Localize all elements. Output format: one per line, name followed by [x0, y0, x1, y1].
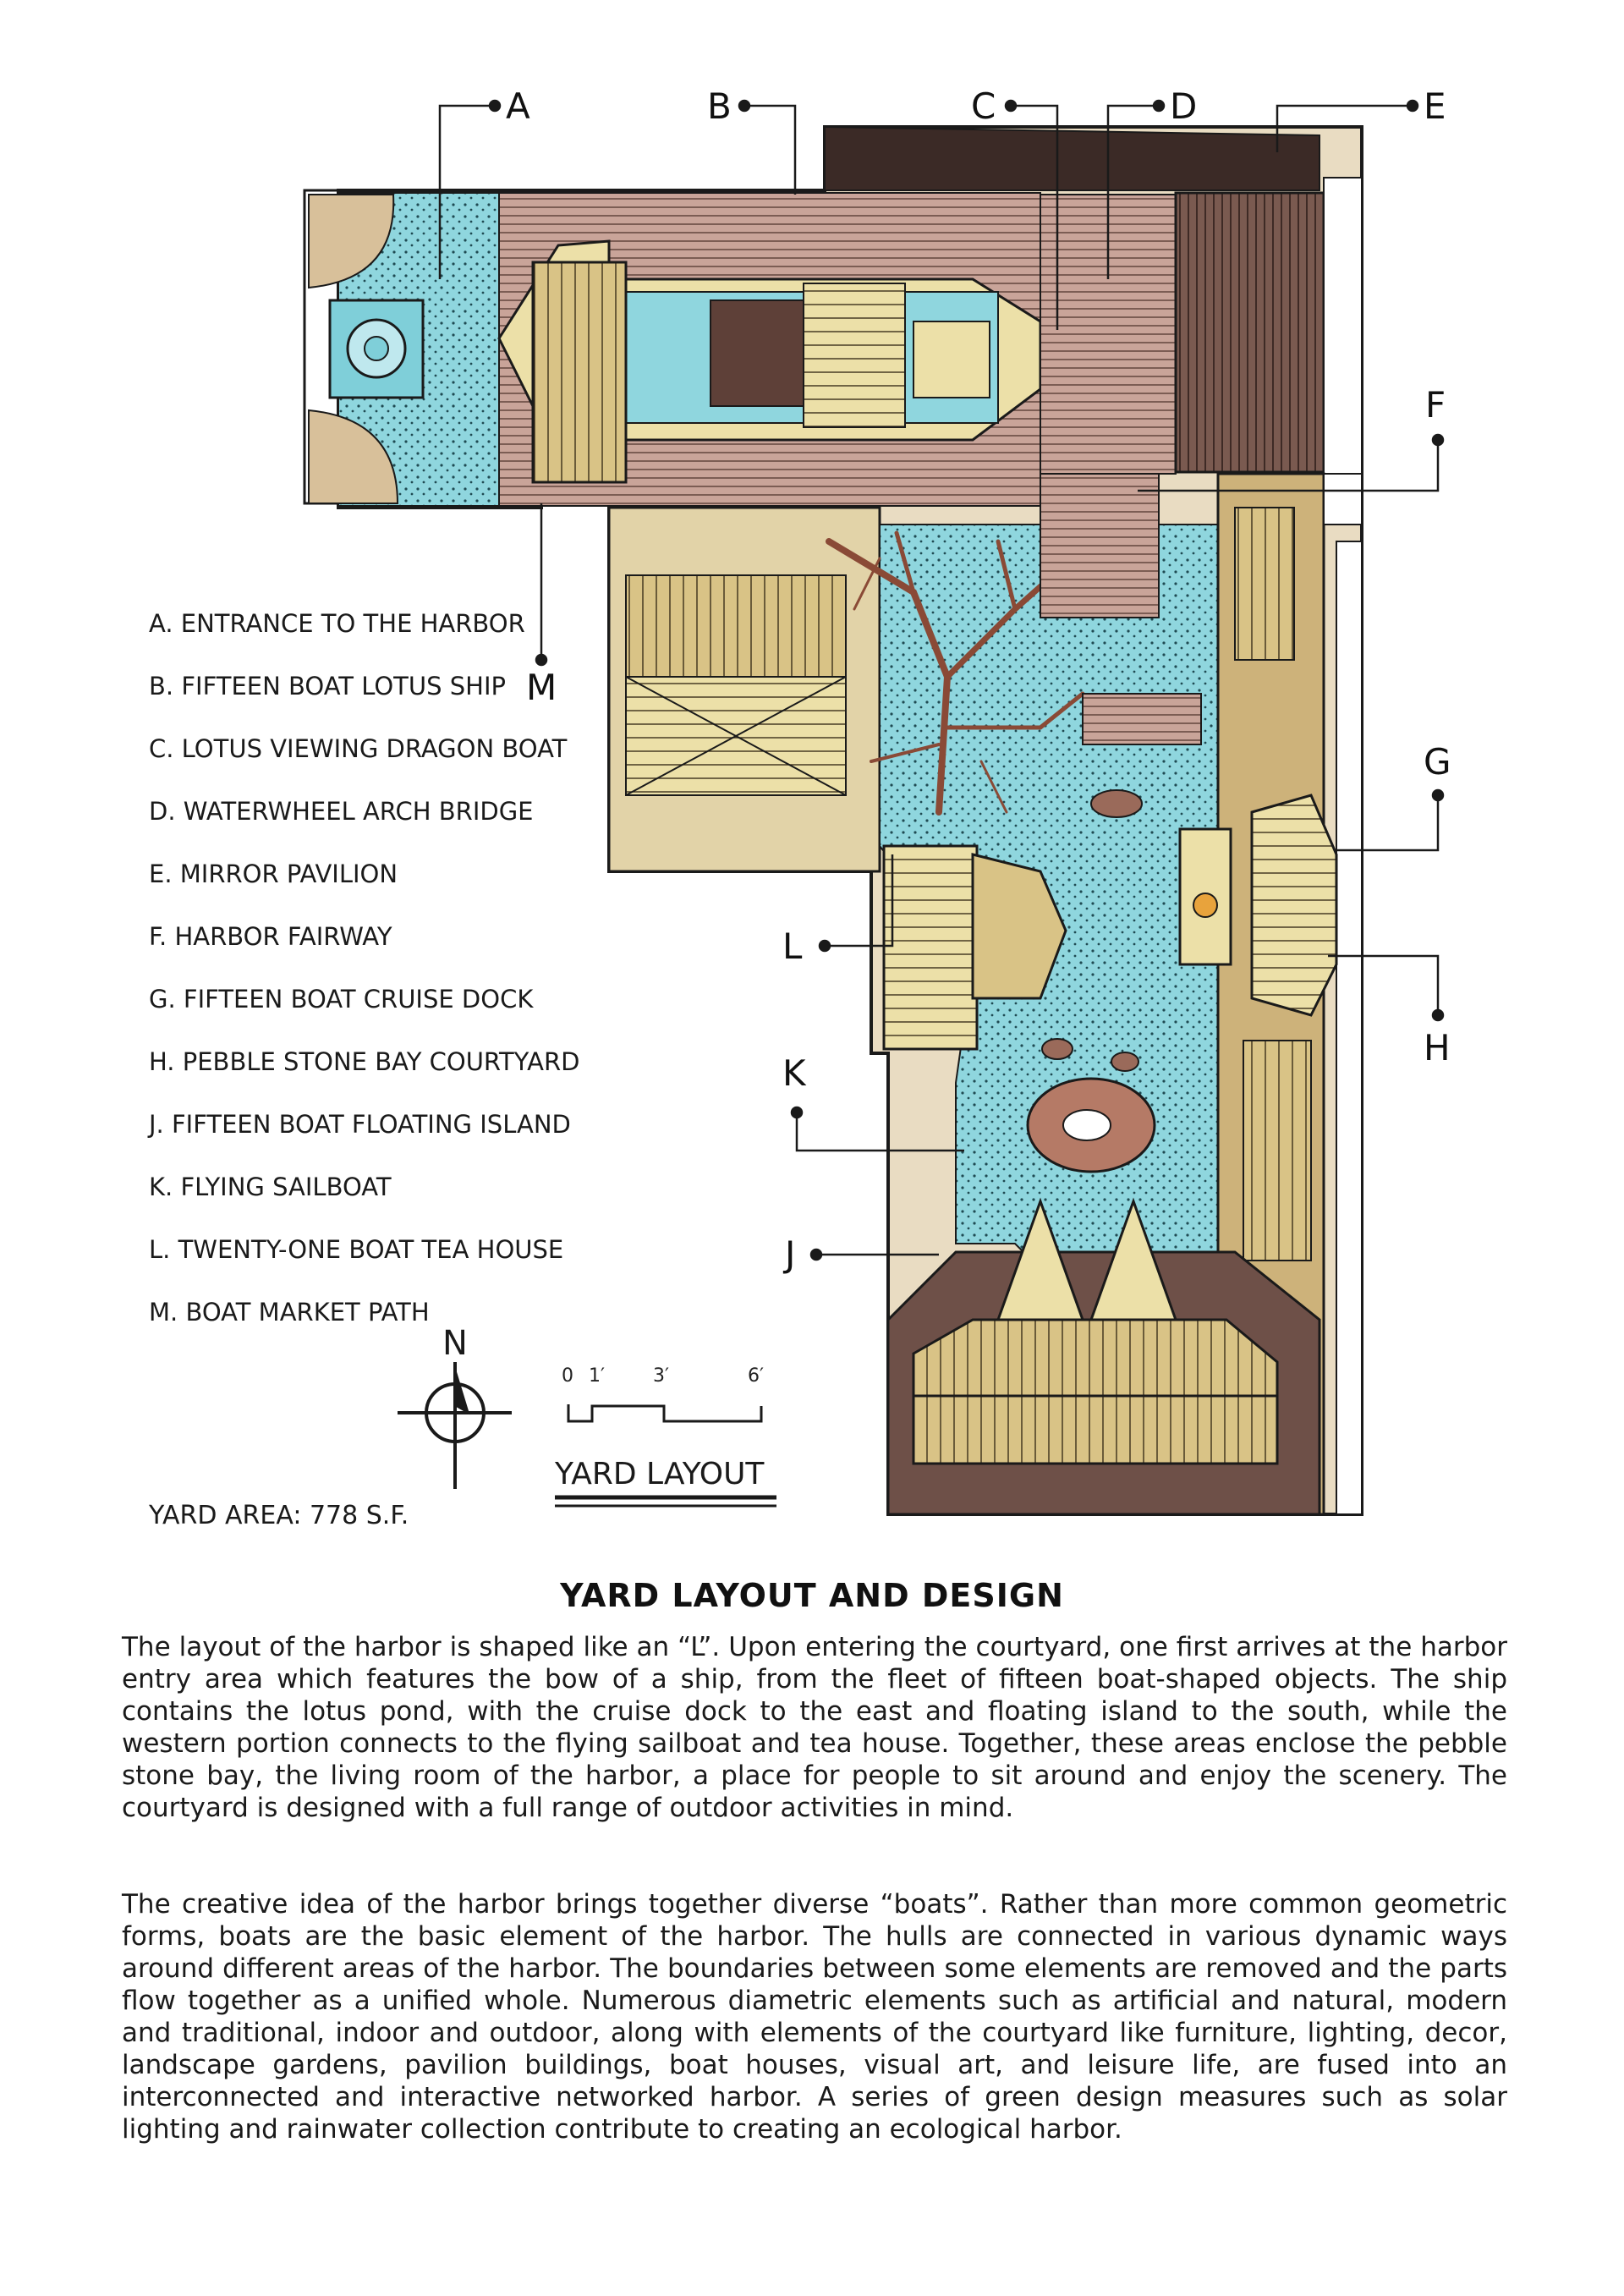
callout-m: M	[526, 667, 557, 708]
yard-area-label: YARD AREA: 778 S.F.	[149, 1501, 409, 1530]
description-paragraph: The layout of the harbor is shaped like an “L”. Upon entering the courtyard, one first arrives at the harbor entry area which features the bow of a ship, from the fleet of fifteen boat-shaped objects. The ship contains the lotus pond, with the cruise dock to the east and floating island to the south, while the western portion connects to the flying sailboat and tea house. Together, these areas enclose the pebble stone bay, the living room of the harbor, a place for people to sit around and enjoy the scenery. The courtyard is designed with a full range of outdoor activities in mind.	[122, 1632, 1507, 1823]
legend-item: F. HARBOR FAIRWAY	[149, 922, 392, 951]
callout-a: A	[506, 85, 530, 127]
callout-f: F	[1425, 384, 1446, 426]
legend-item: B. FIFTEEN BOAT LOTUS SHIP	[149, 672, 507, 700]
layout-caption-underline	[555, 1497, 776, 1506]
scale-tick: 1′	[589, 1365, 605, 1387]
callout-e: E	[1424, 85, 1446, 127]
scale-tick: 6′	[748, 1365, 764, 1387]
legend-item: L. TWENTY-ONE BOAT TEA HOUSE	[149, 1235, 564, 1264]
lotus-ship-deck	[499, 193, 1040, 506]
entrance-area	[309, 193, 499, 506]
callout-h: H	[1424, 1027, 1451, 1068]
legend-item: D. WATERWHEEL ARCH BRIDGE	[149, 797, 534, 826]
boat-market-path	[609, 508, 880, 871]
legend-item: J. FIFTEEN BOAT FLOATING ISLAND	[149, 1110, 571, 1139]
legend-item: C. LOTUS VIEWING DRAGON BOAT	[149, 734, 568, 763]
callout-c: C	[971, 85, 996, 127]
legend-item: H. PEBBLE STONE BAY COURTYARD	[149, 1047, 580, 1076]
section-title: YARD LAYOUT AND DESIGN	[560, 1577, 1064, 1614]
layout-caption: YARD LAYOUT	[555, 1457, 765, 1491]
scale-bar	[568, 1404, 761, 1421]
scale-tick: 0	[562, 1365, 573, 1387]
scale-tick: 3′	[653, 1365, 669, 1387]
callout-j: J	[785, 1233, 796, 1275]
legend-list	[149, 592, 579, 1343]
legend-item: K. FLYING SAILBOAT	[149, 1173, 392, 1201]
mirror-pavilion	[1176, 178, 1362, 474]
legend-item: E. MIRROR PAVILION	[149, 860, 398, 888]
description-paragraph: The creative idea of the harbor brings together diverse “boats”. Rather than more common geometric forms, boats are the basic element of the harbor. The hulls are connected in various dynamic ways around different areas of the harbor. The boundaries between some elements are removed and the parts flow together as a unified whole. Numerous diametric elements such as artificial and natural, modern and traditional, indoor and outdoor, along with elements of the courtyard like furniture, lighting, decor, landscape gardens, pavilion buildings, boat houses, visual art, and leisure life, are fused into an interconnected and interactive networked harbor. A series of green design measures such as solar lighting and rainwater collection contribute to creating an ecological harbor.	[122, 1889, 1507, 2145]
callout-k: K	[782, 1052, 806, 1094]
callout-g: G	[1424, 741, 1451, 783]
legend-item: G. FIFTEEN BOAT CRUISE DOCK	[149, 985, 534, 1013]
legend-item: M. BOAT MARKET PATH	[149, 1298, 430, 1327]
callout-l: L	[782, 926, 803, 967]
legend-item: A. ENTRANCE TO THE HARBOR	[149, 609, 525, 638]
callout-b: B	[707, 85, 732, 127]
callout-d: D	[1170, 85, 1198, 127]
north-arrow-icon	[398, 1362, 512, 1489]
north-label: N	[442, 1324, 468, 1363]
